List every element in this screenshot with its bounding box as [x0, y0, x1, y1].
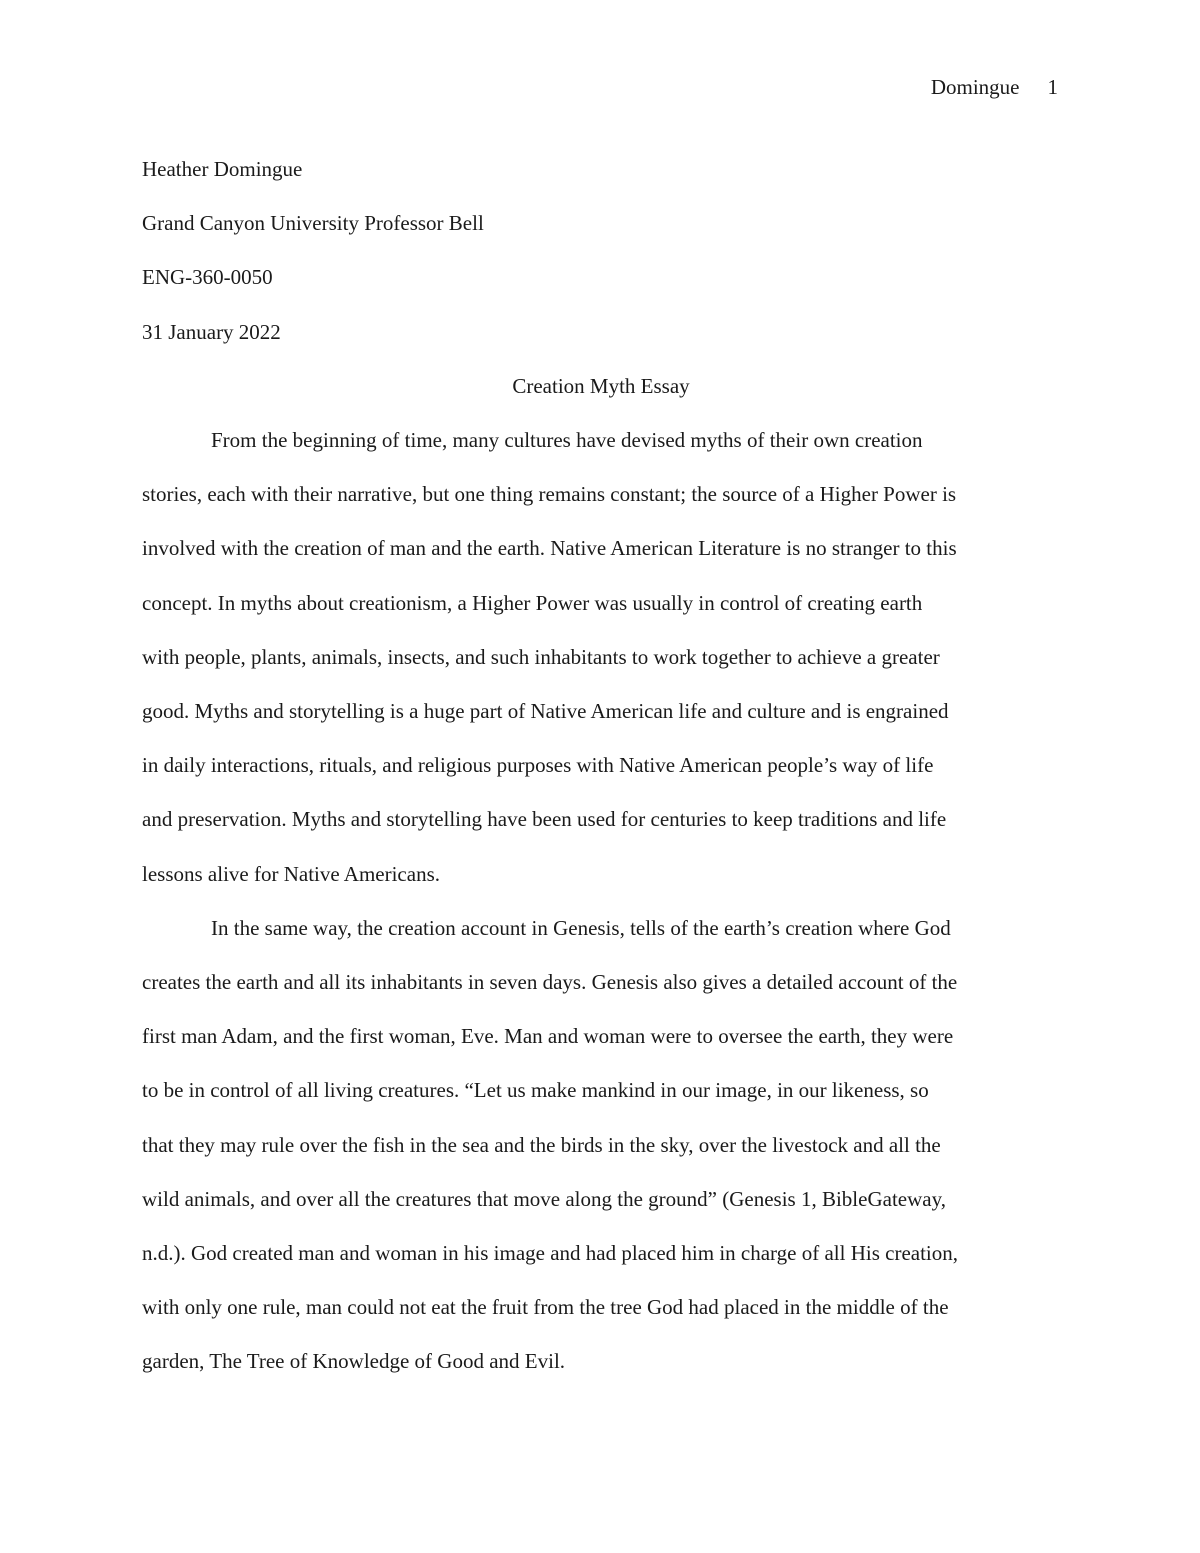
paragraph-line: with people, plants, animals, insects, and such inhabitants to work together to achieve a greater [142, 644, 940, 669]
course-code: ENG-360-0050 [142, 265, 273, 290]
paragraph-line: lessons alive for Native Americans. [142, 861, 440, 886]
paragraph-line: that they may rule over the fish in the sea and the birds in the sky, over the livestock and all the [142, 1132, 941, 1157]
paragraph-line: involved with the creation of man and the earth. Native American Literature is no stranger to this [142, 536, 957, 561]
institution-instructor: Grand Canyon University Professor Bell [142, 211, 484, 236]
paragraph-line: first man Adam, and the first woman, Eve. Man and woman were to oversee the earth, they were [142, 1024, 954, 1049]
paragraph-line: concept. In myths about creationism, a Higher Power was usually in control of creating earth [142, 590, 923, 615]
paragraph-line: good. Myths and storytelling is a huge part of Native American life and culture and is engrained [142, 699, 949, 724]
paragraph-line: and preservation. Myths and storytelling have been used for centuries to keep traditions and life [142, 807, 947, 832]
paragraph-line: with only one rule, man could not eat the fruit from the tree God had placed in the middle of the [142, 1295, 949, 1320]
paragraph-line: From the beginning of time, many cultures have devised myths of their own creation [211, 428, 923, 453]
paragraph-2 [142, 901, 1060, 1389]
paragraph-line: creates the earth and all its inhabitants in seven days. Genesis also gives a detailed account of the [142, 970, 958, 995]
header-surname: Domingue [930, 75, 1020, 99]
paragraph-line: to be in control of all living creatures. “Let us make mankind in our image, in our likeness, so [142, 1078, 929, 1103]
page-number: 1 [1047, 75, 1058, 99]
essay-title: Creation Myth Essay [512, 373, 690, 398]
paragraph-line: garden, The Tree of Knowledge of Good and Evil. [142, 1349, 566, 1374]
paragraph-1 [142, 413, 1060, 901]
paragraph-line: In the same way, the creation account in Genesis, tells of the earth’s creation where God [211, 915, 951, 940]
paragraph-line: wild animals, and over all the creatures that move along the ground” (Genesis 1, BibleGateway, [142, 1186, 946, 1211]
paragraph-line: stories, each with their narrative, but one thing remains constant; the source of a Higher Power is [142, 482, 957, 507]
paragraph-line: n.d.). God created man and woman in his image and had placed him in charge of all His creation, [142, 1241, 959, 1266]
essay-body [142, 142, 1060, 1389]
essay-date: 31 January 2022 [142, 319, 281, 344]
running-head [931, 72, 1058, 102]
paragraph-line: in daily interactions, rituals, and religious purposes with Native American people’s way of life [142, 753, 934, 778]
student-name: Heather Domingue [142, 157, 303, 181]
